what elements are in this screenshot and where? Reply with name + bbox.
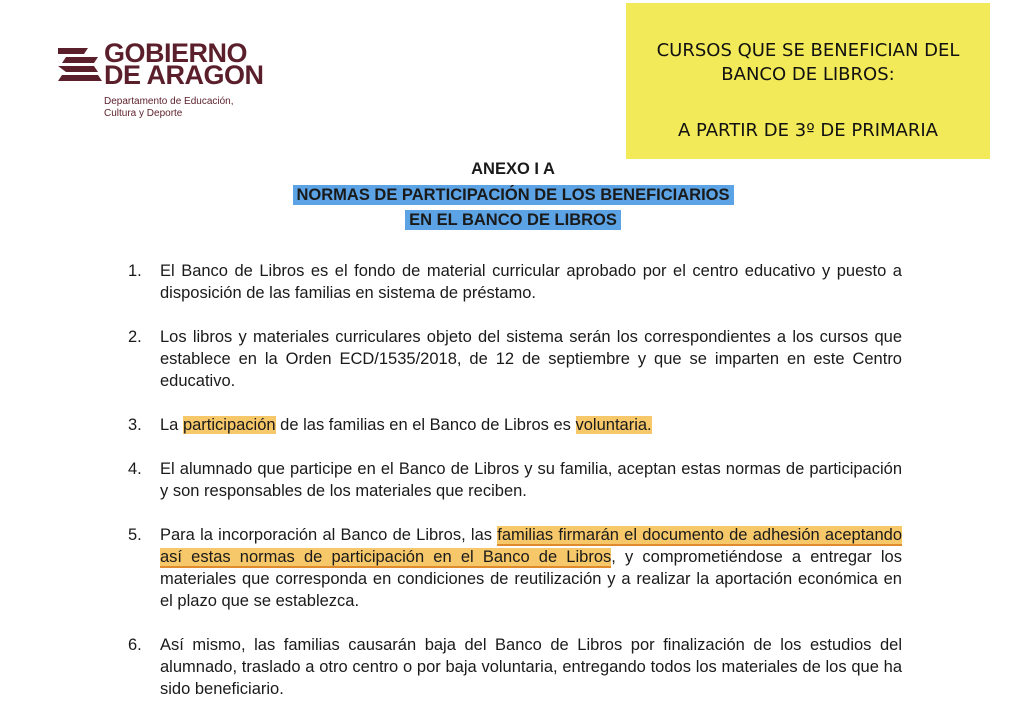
logo-wordmark (104, 38, 264, 90)
rule-text-b: de las familias en el Banco de Libros es (275, 416, 576, 434)
rule-number: 6. (128, 636, 142, 654)
rule-text: Los libros y materiales curriculares objeto del sistema serán los correspondientes a los cursos que establece en la Orden ECD/1535/2018, de 12 de septiembre y que se imparten en este Centro educativo. (160, 328, 902, 390)
rule-number: 1. (128, 262, 142, 280)
rule-item (120, 326, 902, 392)
logo-line-2: DE ARAGON (104, 60, 264, 90)
rule-item (120, 260, 902, 304)
rule-item (120, 414, 902, 436)
notice-line-2: BANCO DE LIBROS: (721, 64, 895, 85)
rule-item (120, 458, 902, 502)
courses-notice-box (626, 3, 990, 159)
rule-text-b: , y comprometiéndose a entregar los materiales que corresponda en condiciones de reutilización y a realizar la aportación económica en el plazo que se establezca. (160, 548, 902, 610)
notice-line-1: CURSOS QUE SE BENEFICIAN DEL (656, 40, 960, 61)
rule-text: El alumnado que participe en el Banco de Libros y su familia, aceptan estas normas de participación y son responsables de los materiales que reciben. (160, 460, 902, 500)
title-line-1-text: NORMAS DE PARTICIPACIÓN DE LOS BENEFICIARIOS (293, 185, 734, 205)
highlight-adhesion: familias firmarán el documento de adhesión aceptando así estas normas de participación en el Banco de Libros (160, 526, 902, 566)
logo-line-1: GOBIERNO (104, 38, 248, 68)
highlight-participacion: participación (182, 416, 276, 434)
rule-text: El Banco de Libros es el fondo de material curricular aprobado por el centro educativo y puesto a disposición de las familias en sistema de préstamo. (160, 262, 902, 302)
rule-number: 5. (128, 526, 142, 544)
rule-item (120, 634, 902, 700)
logo-sub-line-2: Cultura y Deporte (104, 108, 183, 119)
rule-number: 2. (128, 328, 142, 346)
rule-number: 3. (128, 416, 142, 434)
logo-sub-line-1: Departamento de Educación, (104, 96, 234, 107)
rule-number: 4. (128, 460, 142, 478)
rule-item (120, 524, 902, 612)
title-line-2-text: EN EL BANCO DE LIBROS (405, 210, 621, 230)
document-title-line-2 (0, 211, 1026, 230)
document-title-line-1 (0, 186, 1026, 205)
logo-department (104, 96, 234, 120)
gobierno-aragon-logo (58, 38, 278, 122)
aragon-stripes-icon (58, 46, 102, 86)
rules-list (120, 260, 902, 700)
rule-text: Así mismo, las familias causarán baja del Banco de Libros por finalización de los estudios del alumnado, traslado a otro centro o por baja voluntaria, entregando todos los materiales de los que ha sido beneficiario. (160, 636, 902, 698)
annex-label: ANEXO I A (471, 160, 555, 178)
rule-text-a: La (160, 416, 183, 434)
notice-line-3: A PARTIR DE 3º DE PRIMARIA (678, 120, 938, 141)
highlight-voluntaria: voluntaria. (575, 416, 652, 434)
rule-text-a: Para la incorporación al Banco de Libros, las (160, 526, 498, 544)
annex-heading (0, 160, 1026, 179)
